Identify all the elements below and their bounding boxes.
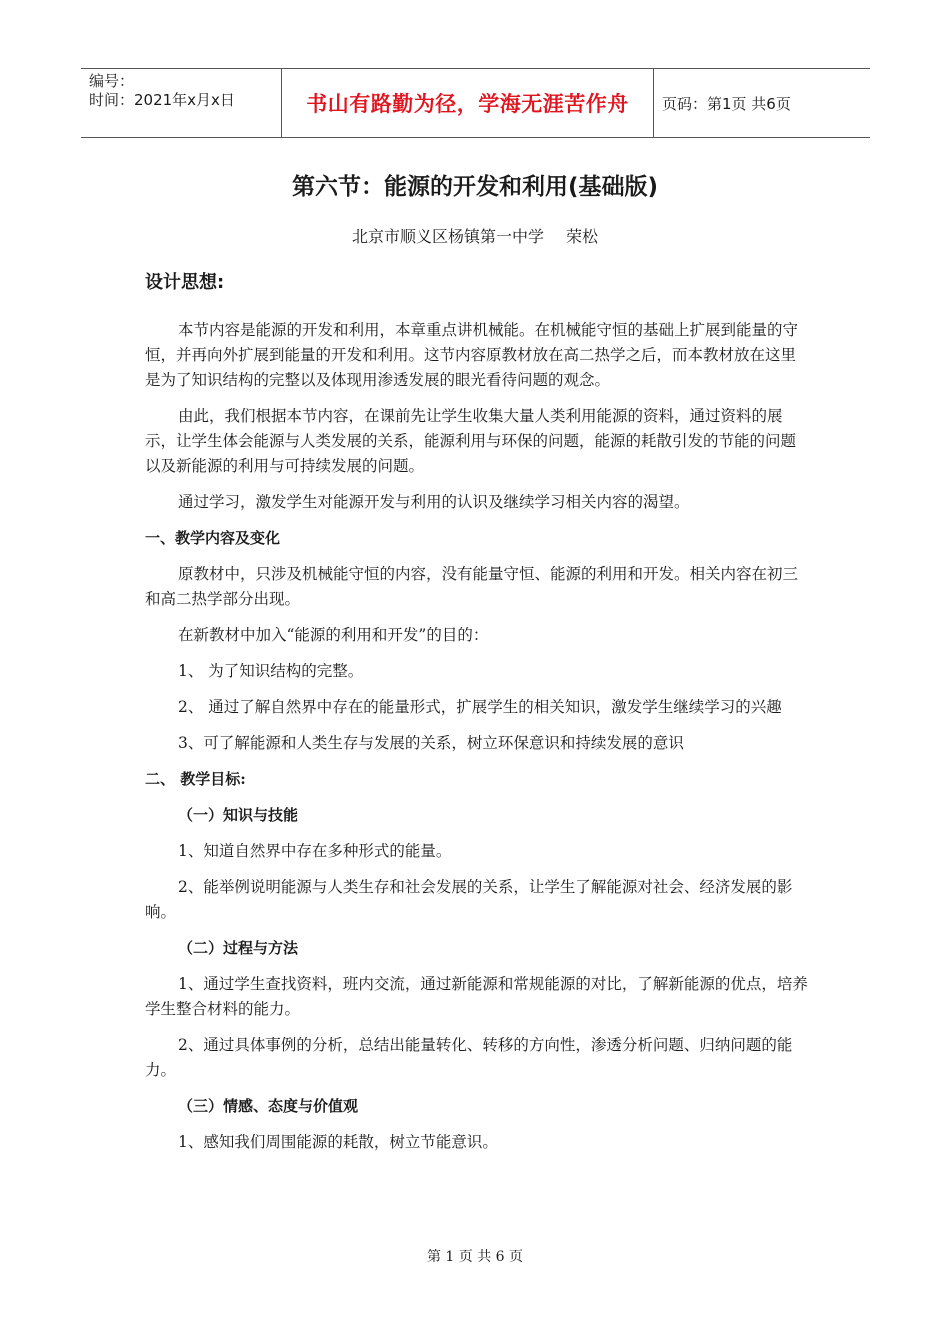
list-item: 2、通过具体事例的分析，总结出能量转化、转移的方向性，渗透分析问题、归纳问题的能力。 <box>145 1036 793 1079</box>
page-footer: 第 1 页 共 6 页 <box>426 1249 524 1265</box>
page-code: 页码：第1页 共6页 <box>662 94 791 113</box>
list-item: 1、感知我们周围能源的耗散，树立节能意识。 <box>178 1133 498 1151</box>
list-item: 1、知道自然界中存在多种形式的能量。 <box>178 842 452 860</box>
paragraph: 本节内容是能源的开发和利用，本章重点讲机械能。在机械能守恒的基础上扩展到能量的守恒，并再向外扩展到能量的开发和利用。这节内容原教材放在高二热学之后，而本教材放在这里是为了知识结构的完整以及体现用渗透发展的眼光看待问题的观念。 <box>145 321 799 389</box>
section-heading: 一、教学内容及变化 <box>145 529 281 547</box>
paragraph: 原教材中，只涉及机械能守恒的内容，没有能量守恒、能源的利用和开发。相关内容在初三和高二热学部分出现。 <box>145 565 799 608</box>
list-item: 2、 通过了解自然界中存在的能量形式，扩展学生的相关知识，激发学生继续学习的兴趣 <box>178 698 782 716</box>
subsection-heading: （二）过程与方法 <box>178 939 299 957</box>
design-heading: 设计思想: <box>145 272 225 293</box>
header-page-code-cell <box>654 69 870 137</box>
author-name: 荣松 <box>566 227 599 246</box>
subsection-heading: （一）知识与技能 <box>178 806 299 824</box>
paragraph: 通过学习，激发学生对能源开发与利用的认识及继续学习相关内容的渴望。 <box>178 493 690 511</box>
header-motto-cell <box>281 69 654 137</box>
author-line <box>0 224 950 247</box>
subsection-heading: （三）情感、态度与价值观 <box>178 1097 359 1115</box>
header-meta <box>81 69 281 137</box>
page-header <box>81 68 870 138</box>
number-label: 编号： <box>89 72 135 90</box>
list-item: 2、能举例说明能源与人类生存和社会发展的关系，让学生了解能源对社会、经济发展的影响。 <box>145 878 793 921</box>
list-item: 1、 为了知识结构的完整。 <box>178 662 364 680</box>
section-heading: 二、 教学目标: <box>145 770 246 788</box>
list-item: 3、可了解能源和人类生存与发展的关系，树立环保意识和持续发展的意识 <box>178 734 684 752</box>
motto: 书山有路勤为径，学海无涯苦作舟 <box>306 92 629 116</box>
author-school: 北京市顺义区杨镇第一中学 <box>351 227 544 246</box>
list-item: 1、通过学生查找资料，班内交流，通过新能源和常规能源的对比，了解新能源的优点，培养学生整合材料的能力。 <box>145 975 808 1018</box>
date-line: 时间：2021年x月x日 <box>89 91 235 109</box>
document-body <box>145 270 810 1166</box>
paragraph: 在新教材中加入“能源的利用和开发”的目的： <box>178 626 489 644</box>
document-title: 第六节：能源的开发和利用(基础版) <box>291 174 659 200</box>
paragraph: 由此，我们根据本节内容，在课前先让学生收集大量人类利用能源的资料，通过资料的展示，让学生体会能源与人类发展的关系，能源利用与环保的问题，能源的耗散引发的节能的问题以及新能源的利用与可持续发展的问题。 <box>145 407 797 475</box>
